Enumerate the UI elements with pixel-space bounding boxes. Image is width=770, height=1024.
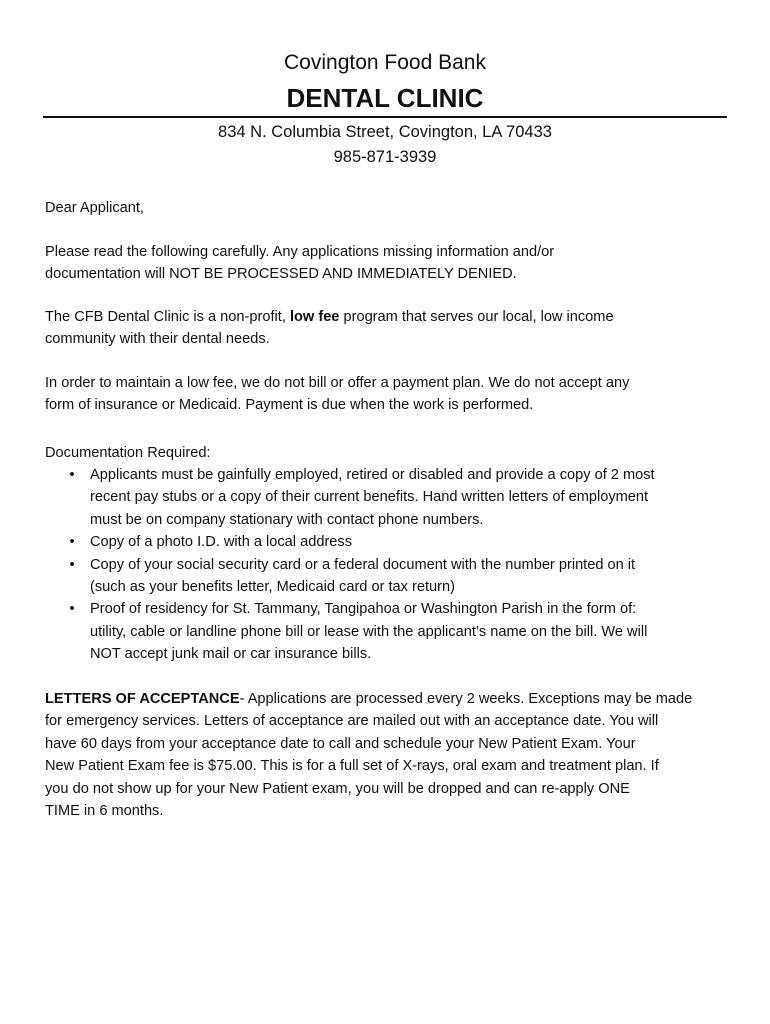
list-item-line: NOT accept junk mail or car insurance bills.	[90, 646, 372, 663]
list-item-line: Copy of a photo I.D. with a local address	[90, 534, 353, 551]
paragraph-line: for emergency services. Letters of acceptance are mailed out with an acceptance date. You will	[45, 713, 659, 730]
paragraph-line: you do not show up for your New Patient exam, you will be dropped and can re-apply ONE	[45, 780, 630, 797]
header-divider	[43, 116, 727, 118]
greeting	[45, 197, 735, 219]
organization-name: Covington Food Bank	[284, 51, 486, 74]
bullet-icon: •	[69, 601, 75, 618]
bullet-icon: •	[69, 467, 75, 483]
paragraph-line	[45, 688, 735, 710]
acceptance-label: LETTERS OF ACCEPTANCE	[45, 691, 240, 707]
paragraph-text: - Applications are processed every 2 weeks. Exceptions may be made	[239, 691, 693, 707]
paragraph-line: New Patient Exam fee is $75.00. This is for a full set of X-rays, oral exam and treatment plan. If	[45, 758, 659, 775]
document-title: DENTAL CLINIC	[286, 83, 484, 113]
bullet-icon: •	[69, 534, 75, 551]
paragraph-text: The CFB Dental Clinic is a non-profit,	[45, 309, 290, 325]
paragraph-line: TIME in 6 months.	[45, 803, 164, 820]
low-fee-emphasis: low fee	[289, 309, 340, 325]
clinic-address: 834 N. Columbia Street, Covington, LA 70433	[218, 123, 552, 141]
paragraph-line: community with their dental needs.	[45, 331, 270, 348]
list-item	[45, 598, 735, 665]
paragraph-payment-policy	[45, 372, 735, 417]
bullet-icon: •	[69, 556, 75, 573]
paragraph-line: form of insurance or Medicaid. Payment is due when the work is performed.	[45, 397, 534, 414]
paragraph-line: Please read the following carefully. Any applications missing information and/or	[45, 244, 555, 260]
paragraph-text: program that serves our local, low income	[339, 309, 614, 325]
list-item	[45, 554, 735, 599]
clinic-phone: 985-871-3939	[333, 148, 437, 166]
list-item	[45, 464, 735, 531]
paragraph-line: have 60 days from your acceptance date to call and schedule your New Patient Exam. Your	[45, 735, 636, 752]
paragraph-line: documentation will NOT BE PROCESSED AND IMMEDIATELY DENIED.	[45, 266, 517, 283]
list-item-line: recent pay stubs or a copy of their current benefits. Hand written letters of employment	[90, 489, 649, 506]
list-item-line: Copy of your social security card or a federal document with the number printed on it	[90, 556, 636, 573]
documentation-heading-text: Documentation Required:	[45, 445, 211, 461]
list-item-line: utility, cable or landline phone bill or lease with the applicant’s name on the bill. We will	[90, 623, 648, 640]
paragraph-line	[45, 306, 735, 328]
paragraph-letters-of-acceptance	[45, 688, 735, 822]
greeting-text: Dear Applicant,	[45, 200, 144, 216]
list-item-line: (such as your benefits letter, Medicaid card or tax return)	[90, 579, 456, 596]
list-item	[45, 531, 735, 553]
documentation-heading	[45, 442, 735, 464]
list-item-line: Proof of residency for St. Tammany, Tangipahoa or Washington Parish in the form of:	[90, 601, 637, 618]
list-item-line: must be on company stationary with contact phone numbers.	[90, 511, 484, 528]
paragraph-program-description	[45, 306, 735, 351]
documentation-list	[45, 464, 735, 666]
paragraph-instructions	[45, 241, 735, 286]
list-item-line: Applicants must be gainfully employed, retired or disabled and provide a copy of 2 most	[90, 467, 655, 483]
paragraph-line: In order to maintain a low fee, we do not bill or offer a payment plan. We do not accept any	[45, 375, 630, 391]
